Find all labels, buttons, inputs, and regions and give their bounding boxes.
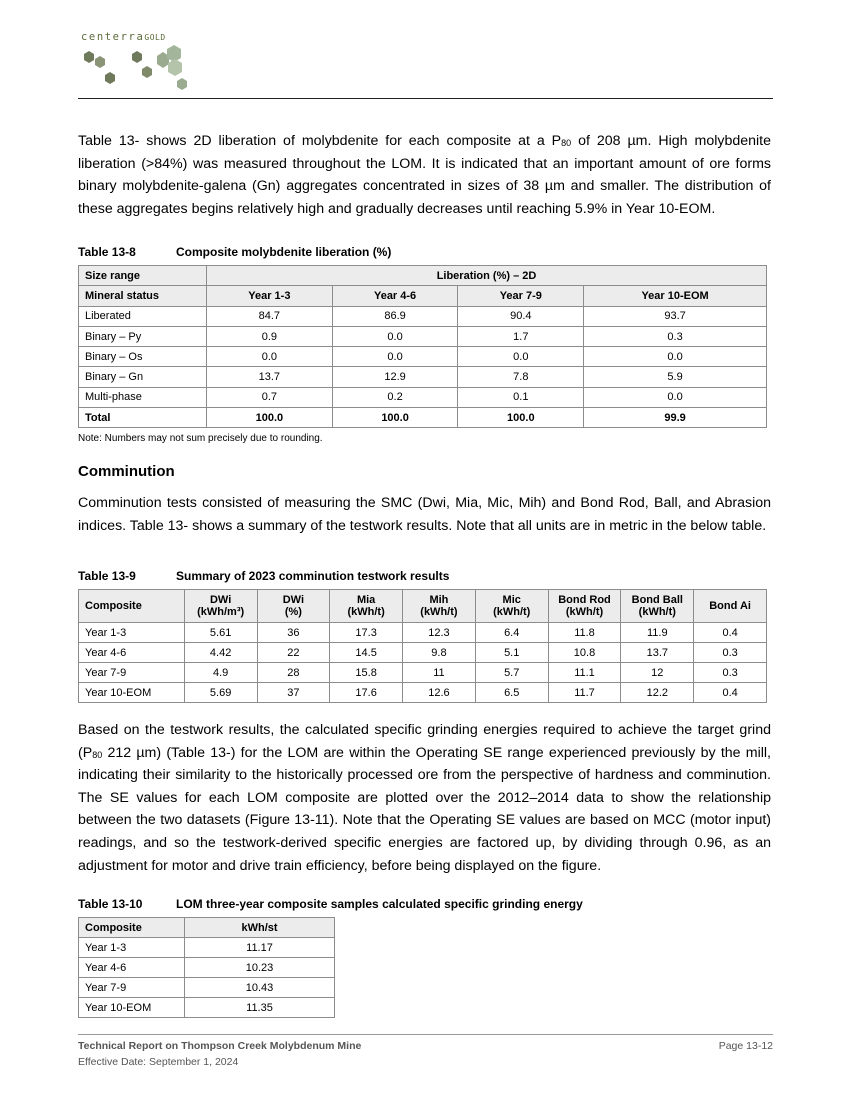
cell: 0.0 (584, 347, 767, 367)
column-header: Bond Ball (kWh/t) (621, 590, 694, 623)
cell: 100.0 (332, 408, 458, 428)
cell: 0.7 (207, 387, 333, 407)
cell: 22 (257, 643, 330, 663)
column-header: DWi (%) (257, 590, 330, 623)
logo-gold-text: GOLD (144, 33, 166, 42)
table-row (79, 306, 767, 326)
cell: 5.61 (184, 623, 257, 643)
cell: 17.3 (330, 623, 403, 643)
cell: 5.1 (475, 643, 548, 663)
cell: 37 (257, 683, 330, 703)
cell: 11.7 (548, 683, 621, 703)
cell: 10.43 (185, 978, 335, 998)
footer-divider (78, 1034, 773, 1035)
comminution-paragraph: Comminution tests consisted of measuring the SMC (Dwi, Mia, Mic, Mih) and Bond Rod, Ball, and Abrasion indices. Table 13- shows a summary of the testwork results. Note that all units are in metric in the below table. (78, 495, 771, 534)
row-label: Year 4-6 (79, 958, 185, 978)
cell: 12.2 (621, 683, 694, 703)
cell: 1.7 (458, 326, 584, 346)
cell: 10.8 (548, 643, 621, 663)
table3-caption (78, 897, 583, 911)
table-row (79, 958, 335, 978)
row-label: Liberated (79, 306, 207, 326)
cell: 12.9 (332, 367, 458, 387)
company-logo-wordmark (81, 31, 166, 43)
cell: 6.4 (475, 623, 548, 643)
row-label: Year 7-9 (79, 978, 185, 998)
header-divider (78, 98, 773, 99)
hexagon-logo-icon (80, 44, 200, 96)
table-row (79, 326, 767, 346)
liberation-group-header: Liberation (%) – 2D (207, 266, 767, 286)
table-row (79, 347, 767, 367)
cell: 0.4 (694, 683, 767, 703)
table1-note: Note: Numbers may not sum precisely due to rounding. (78, 433, 323, 444)
table-row (79, 387, 767, 407)
row-label: Year 10-EOM (79, 998, 185, 1018)
cell: 0.1 (458, 387, 584, 407)
table3-title: LOM three-year composite samples calculated specific grinding energy (176, 897, 583, 911)
cell: 0.3 (694, 663, 767, 683)
table2-caption (78, 569, 449, 583)
page-number: Page 13-12 (718, 1040, 773, 1052)
logo-main-text: centerra (81, 31, 145, 43)
cell: 90.4 (458, 306, 584, 326)
cell: 11.9 (621, 623, 694, 643)
table2-title: Summary of 2023 comminution testwork results (176, 569, 450, 583)
cell: 36 (257, 623, 330, 643)
column-header: Mia (kWh/t) (330, 590, 403, 623)
cell: 0.0 (458, 347, 584, 367)
cell: 11.1 (548, 663, 621, 683)
column-header: Bond Ai (694, 590, 767, 623)
table1-number: Table 13-8 (78, 245, 136, 259)
size-range-header: Size range (79, 266, 207, 286)
row-label: Year 7-9 (79, 663, 185, 683)
column-header: Composite (79, 590, 185, 623)
cell: 84.7 (207, 306, 333, 326)
table1-title: Composite molybdenite liberation (%) (176, 245, 392, 259)
cell: 10.23 (185, 958, 335, 978)
table2-number: Table 13-9 (78, 569, 136, 583)
table-row (79, 683, 767, 703)
table-row (79, 938, 335, 958)
column-header: Bond Rod (kWh/t) (548, 590, 621, 623)
column-header: kWh/st (185, 918, 335, 938)
row-label: Binary – Os (79, 347, 207, 367)
cell: 12.6 (403, 683, 476, 703)
total-row (79, 408, 767, 428)
cell: 12.3 (403, 623, 476, 643)
grinding-energy-table (78, 917, 335, 1018)
row-label: Multi-phase (79, 387, 207, 407)
row-label: Binary – Gn (79, 367, 207, 387)
table1-caption (78, 245, 391, 259)
cell: 12 (621, 663, 694, 683)
cell: 0.0 (207, 347, 333, 367)
row-label: Total (79, 408, 207, 428)
column-header: DWi (kWh/m³) (184, 590, 257, 623)
cell: 99.9 (584, 408, 767, 428)
footer-report-title: Technical Report on Thompson Creek Molybdenum Mine (78, 1040, 362, 1052)
cell: 0.2 (332, 387, 458, 407)
cell: 100.0 (207, 408, 333, 428)
row-label: Year 4-6 (79, 643, 185, 663)
cell: 28 (257, 663, 330, 683)
cell: 100.0 (458, 408, 584, 428)
cell: 5.7 (475, 663, 548, 683)
cell: 0.0 (332, 347, 458, 367)
footer-effective-date: Effective Date: September 1, 2024 (78, 1056, 239, 1068)
cell: 93.7 (584, 306, 767, 326)
cell: 11 (403, 663, 476, 683)
cell: 15.8 (330, 663, 403, 683)
cell: 86.9 (332, 306, 458, 326)
mineral-status-header: Mineral status (79, 286, 207, 306)
cell: 14.5 (330, 643, 403, 663)
column-header: Year 7-9 (458, 286, 584, 306)
table-row (79, 978, 335, 998)
table-row (79, 663, 767, 683)
table-row (79, 623, 767, 643)
cell: 0.3 (584, 326, 767, 346)
cell: 0.0 (584, 387, 767, 407)
table-row (79, 643, 767, 663)
cell: 0.4 (694, 623, 767, 643)
cell: 6.5 (475, 683, 548, 703)
cell: 13.7 (207, 367, 333, 387)
cell: 11.17 (185, 938, 335, 958)
cell: 0.0 (332, 326, 458, 346)
cell: 4.9 (184, 663, 257, 683)
column-header: Mih (kWh/t) (403, 590, 476, 623)
column-header: Composite (79, 918, 185, 938)
cell: 5.69 (184, 683, 257, 703)
table-row (79, 998, 335, 1018)
table-row (79, 367, 767, 387)
cell: 17.6 (330, 683, 403, 703)
liberation-table (78, 265, 767, 428)
cell: 9.8 (403, 643, 476, 663)
cell: 11.35 (185, 998, 335, 1018)
column-header: Year 4-6 (332, 286, 458, 306)
row-label: Binary – Py (79, 326, 207, 346)
table3-number: Table 13-10 (78, 897, 143, 911)
cell: 7.8 (458, 367, 584, 387)
cell: 5.9 (584, 367, 767, 387)
intro-paragraph: Table 13- shows 2D liberation of molybdenite for each composite at a $P_{80}$ of 208 µm. High molybdenite liberation (>84%) was measured throughout the LOM. It is indicated that an important amount of ore forms binary molybdenite-galena (Gn) aggregates concentrated in sizes of 38 µm and smaller. The distribution of these aggregates begins relatively high and gradually decreases until reaching 5.9% in Year 10-EOM. (78, 133, 771, 217)
grinding-paragraph: Based on the testwork results, the calculated specific grinding energies required to achieve the target grind ($P_{80}$ 212 µm) (Table 13-) for the LOM are within the Operating SE range experienced previously by the mill, indicating their similarity to the historically processed ore from the perspective of hardness and comminution. The SE values for each LOM composite are plotted over the 2012–2014 data to show the relationship between the two datasets (Figure 13-11). Note that the Operating SE values are based on MCC (motor input) readings, and so the testwork-derived specific energies are factored up, by dividing through 0.96, as an adjustment for motor and drive train efficiency, before being displayed on the figure. (78, 722, 771, 874)
section-heading: Comminution (78, 463, 175, 480)
row-label: Year 1-3 (79, 938, 185, 958)
row-label: Year 1-3 (79, 623, 185, 643)
comminution-table (78, 589, 767, 703)
row-label: Year 10-EOM (79, 683, 185, 703)
column-header: Mic (kWh/t) (475, 590, 548, 623)
cell: 0.3 (694, 643, 767, 663)
cell: 13.7 (621, 643, 694, 663)
cell: 0.9 (207, 326, 333, 346)
column-header: Year 1-3 (207, 286, 333, 306)
cell: 4.42 (184, 643, 257, 663)
cell: 11.8 (548, 623, 621, 643)
column-header: Year 10-EOM (584, 286, 767, 306)
